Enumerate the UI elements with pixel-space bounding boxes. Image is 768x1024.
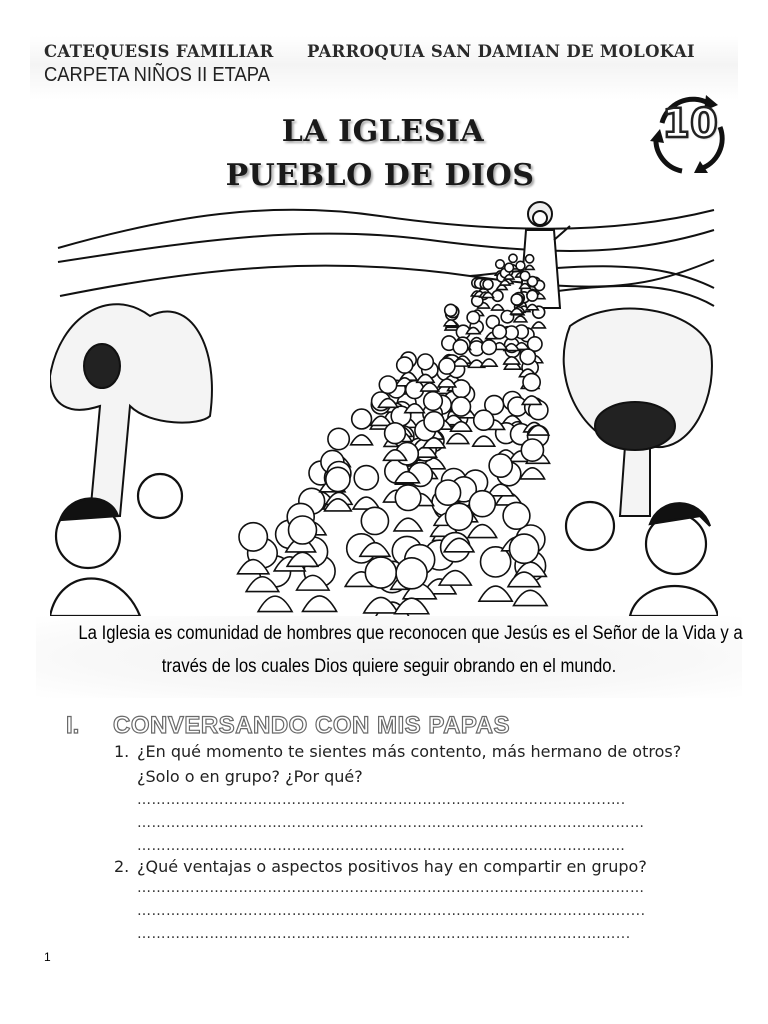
answer-line[interactable]: ……………..…………………………………………………………………………	[137, 838, 626, 854]
crowd-figure-head	[496, 260, 505, 269]
crowd-figure-body	[473, 436, 495, 446]
crowd-figure-body	[481, 359, 497, 366]
crowd-figure-head	[361, 507, 388, 534]
question-2-line1: ¿Qué ventajas o aspectos positivos hay en compartir en grupo?	[137, 857, 647, 876]
crowd-figure-body	[492, 305, 504, 310]
crowd-figure-body	[421, 383, 439, 391]
crowd-figure-body	[532, 322, 545, 328]
crowd-figure-head	[489, 454, 512, 477]
section-number: I.	[66, 712, 80, 739]
header-right-title: PARROQUIA SAN DAMIAN DE MOLOKAI	[307, 42, 695, 61]
crowd-figure-head	[523, 374, 540, 391]
header-left-title: CATEQUESIS FAMILIAR	[44, 42, 274, 61]
crowd-figure-head	[503, 502, 530, 529]
crowd-figure-body	[447, 434, 469, 444]
answer-line[interactable]: ……………………………………………………………………………………………	[137, 815, 645, 831]
crowd-figure-head	[365, 557, 396, 588]
crowd-figure-head	[469, 491, 495, 517]
answer-line[interactable]: ……………………………………………………………………………………………	[137, 880, 645, 896]
crowd-following-jesus-illustration	[50, 196, 718, 616]
crowd-figure-head	[395, 485, 421, 511]
question-2-number: 2.	[114, 857, 130, 876]
crowd-figure-head	[424, 392, 443, 411]
crowd-figure-head	[435, 480, 460, 505]
crowd-figure-head	[482, 340, 497, 355]
page-title-line1: LA IGLESIA	[281, 114, 485, 149]
header-subtitle: CARPETA NIÑOS II ETAPA	[44, 64, 270, 86]
crowd-figure-head	[467, 311, 479, 323]
crowd-figure-head	[397, 357, 413, 373]
crowd-figure-head	[483, 279, 493, 289]
crowd-figure-head	[328, 428, 349, 449]
crowd-figure-head	[396, 558, 427, 589]
crowd-figure-body	[479, 586, 512, 601]
crowd-figure-head	[379, 376, 396, 393]
crowd-figure-head	[326, 467, 350, 491]
crowd-figure-head	[352, 409, 372, 429]
crowd-figure-body	[514, 316, 527, 322]
crowd-figure-head	[439, 358, 455, 374]
answer-line[interactable]: …………………………………………………..………………………………..….	[137, 792, 626, 808]
caption-line1: La Iglesia es comunidad de hombres que reconocen que Jesús es el Señor de la Vida y a	[78, 623, 743, 644]
question-1-number: 1.	[114, 742, 130, 761]
crowd-figure-head	[492, 291, 503, 302]
answer-line[interactable]: ………………………………………………………………………………...……...	[137, 926, 631, 942]
question-1-line2: ¿Solo o en grupo? ¿Por qué?	[137, 767, 363, 786]
crowd-figure-head	[424, 412, 444, 432]
crowd-figure-head	[239, 523, 267, 551]
crowd-figure-body	[504, 357, 520, 364]
page-number: 1	[44, 950, 51, 964]
lesson-badge	[648, 93, 732, 177]
crowd-figure-head	[520, 271, 529, 280]
crowd-figure-body	[444, 320, 457, 326]
crowd-figure-head	[354, 466, 378, 490]
crowd-figure-body	[303, 596, 337, 611]
crowd-figure-head	[510, 534, 539, 563]
section-title: CONVERSANDO CON MIS PAPAS	[113, 712, 510, 739]
crowd-figure-head	[509, 254, 517, 262]
crowd-figure-head	[505, 263, 514, 272]
crowd-figure-head	[516, 261, 525, 270]
crowd-figure-head	[418, 354, 434, 370]
crowd-figure-head	[446, 503, 473, 530]
crowd-figure-head	[453, 340, 468, 355]
crowd-figure-body	[394, 518, 422, 531]
caption-line2: través de los cuales Dios quiere seguir obrando en el mundo.	[161, 656, 617, 677]
crowd-figure-body	[351, 435, 373, 445]
crowd-figure-body	[514, 590, 548, 605]
crowd-figure-body	[439, 571, 471, 586]
crowd-figure-head	[493, 325, 507, 339]
answer-line[interactable]: ……………………..………..……………………………………………………….....	[137, 903, 646, 919]
crowd-figure-body	[364, 597, 398, 613]
crowd-figure-head	[521, 439, 543, 461]
crowd-figure-head	[474, 410, 494, 430]
crowd-figure-body	[258, 596, 292, 611]
crowd-figure-head	[511, 294, 522, 305]
page-title-line2: PUEBLO DE DIOS	[225, 158, 535, 193]
crowd-figure-head	[526, 255, 534, 263]
crowd-figure-head	[385, 423, 406, 444]
crowd-figure-body	[520, 468, 544, 479]
lesson-number: 10	[662, 101, 718, 147]
crowd-figure-head	[289, 516, 317, 544]
crowd-figure-head	[520, 349, 535, 364]
crowd-figure-head	[445, 304, 457, 316]
crowd-figure-body	[468, 525, 497, 538]
crowd-figure-head	[453, 380, 471, 398]
crowd-figure-head	[452, 397, 471, 416]
question-1-line1: ¿En qué momento te sientes más contento, más hermano de otros?	[137, 742, 682, 761]
crowd-figure-body	[522, 396, 541, 405]
crowd-figure-head	[527, 290, 538, 301]
crowd-figure-body	[395, 598, 429, 614]
